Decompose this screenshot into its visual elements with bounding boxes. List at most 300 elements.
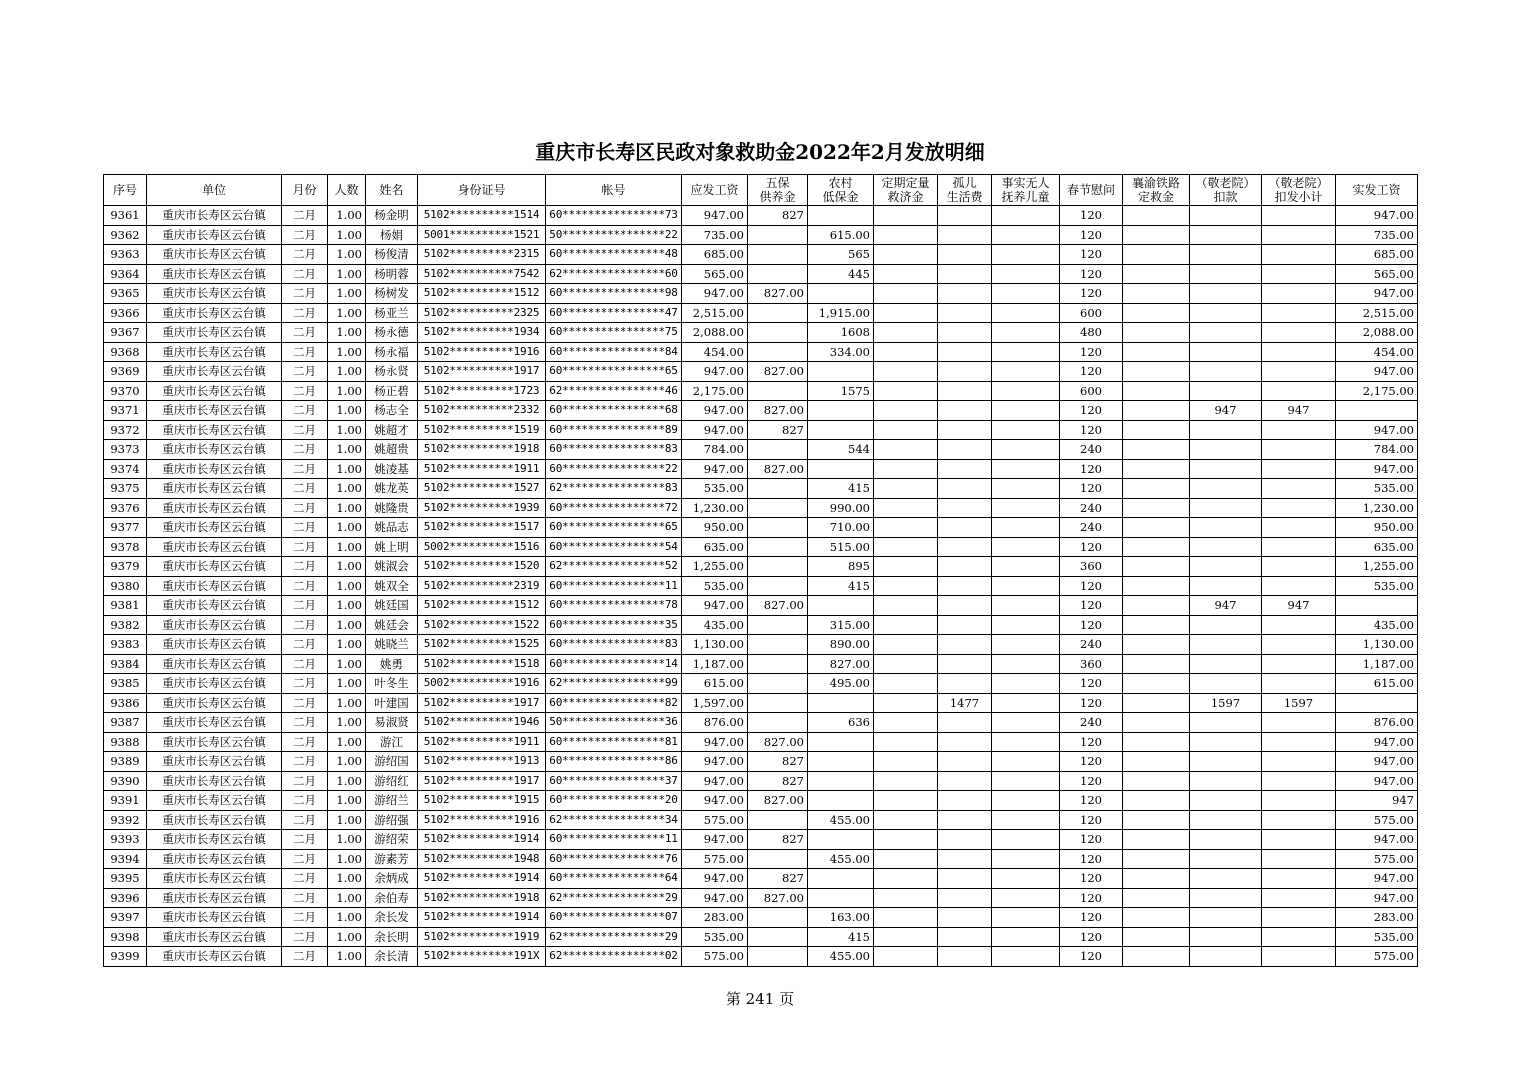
cell-gross-pay: 950.00 <box>682 518 748 538</box>
cell-nursing-home-subtotal: 947 <box>1262 596 1336 616</box>
table-row <box>104 206 1418 226</box>
table-row <box>104 342 1418 362</box>
cell-unit: 重庆市长寿区云台镇 <box>147 557 282 577</box>
cell-id-number: 5102**********1519 <box>418 420 546 440</box>
cell-nursing-home-deduction <box>1190 206 1262 226</box>
cell-account: 60****************72 <box>546 498 682 518</box>
cell-rural-dibao: 334.00 <box>808 342 874 362</box>
cell-unit: 重庆市长寿区云台镇 <box>147 459 282 479</box>
cell-account: 60****************73 <box>546 206 682 226</box>
cell-fixed-relief <box>874 576 938 596</box>
cell-month: 二月 <box>282 693 328 713</box>
cell-festival-consolation: 120 <box>1060 245 1123 265</box>
cell-account: 62****************52 <box>546 557 682 577</box>
cell-net-pay: 947.00 <box>1336 888 1418 908</box>
cell-wubao-support <box>748 810 808 830</box>
cell-gross-pay: 1,130.00 <box>682 635 748 655</box>
cell-orphan-allowance <box>938 264 992 284</box>
table-row <box>104 615 1418 635</box>
cell-name: 余伯寿 <box>366 888 418 908</box>
cell-wubao-support <box>748 537 808 557</box>
cell-count: 1.00 <box>328 674 366 694</box>
cell-orphan-allowance <box>938 381 992 401</box>
cell-id-number: 5102**********1918 <box>418 888 546 908</box>
table-row <box>104 362 1418 382</box>
cell-serial: 9371 <box>104 401 147 421</box>
cell-festival-consolation: 120 <box>1060 791 1123 811</box>
cell-count: 1.00 <box>328 440 366 460</box>
cell-net-pay: 1,187.00 <box>1336 654 1418 674</box>
table-row <box>104 771 1418 791</box>
cell-serial: 9372 <box>104 420 147 440</box>
cell-net-pay: 947.00 <box>1336 362 1418 382</box>
cell-fixed-relief <box>874 518 938 538</box>
cell-name: 杨永福 <box>366 342 418 362</box>
cell-nursing-home-subtotal <box>1262 908 1336 928</box>
cell-unit: 重庆市长寿区云台镇 <box>147 225 282 245</box>
cell-unsupported-child <box>992 635 1060 655</box>
cell-nursing-home-deduction <box>1190 947 1262 967</box>
cell-xiangyu-relief <box>1123 752 1190 772</box>
cell-account: 60****************64 <box>546 869 682 889</box>
cell-account: 62****************02 <box>546 947 682 967</box>
cell-net-pay: 947.00 <box>1336 420 1418 440</box>
cell-wubao-support: 827 <box>748 771 808 791</box>
cell-net-pay: 947.00 <box>1336 752 1418 772</box>
cell-wubao-support: 827 <box>748 869 808 889</box>
cell-festival-consolation: 120 <box>1060 401 1123 421</box>
cell-festival-consolation: 360 <box>1060 557 1123 577</box>
cell-nursing-home-subtotal <box>1262 303 1336 323</box>
cell-nursing-home-subtotal <box>1262 264 1336 284</box>
cell-unsupported-child <box>992 771 1060 791</box>
cell-month: 二月 <box>282 206 328 226</box>
cell-fixed-relief <box>874 264 938 284</box>
cell-serial: 9384 <box>104 654 147 674</box>
cell-unsupported-child <box>992 732 1060 752</box>
cell-name: 姚晓兰 <box>366 635 418 655</box>
cell-nursing-home-deduction <box>1190 888 1262 908</box>
cell-unsupported-child <box>992 927 1060 947</box>
cell-fixed-relief <box>874 635 938 655</box>
cell-xiangyu-relief <box>1123 596 1190 616</box>
cell-unit: 重庆市长寿区云台镇 <box>147 440 282 460</box>
cell-serial: 9385 <box>104 674 147 694</box>
cell-unit: 重庆市长寿区云台镇 <box>147 888 282 908</box>
cell-name: 游素芳 <box>366 849 418 869</box>
cell-wubao-support: 827.00 <box>748 732 808 752</box>
cell-fixed-relief <box>874 479 938 499</box>
cell-xiangyu-relief <box>1123 732 1190 752</box>
cell-id-number: 5102**********1522 <box>418 615 546 635</box>
cell-id-number: 5102**********7542 <box>418 264 546 284</box>
cell-rural-dibao <box>808 362 874 382</box>
cell-festival-consolation: 120 <box>1060 537 1123 557</box>
cell-net-pay <box>1336 401 1418 421</box>
column-header: 序号 <box>104 175 147 206</box>
cell-unit: 重庆市长寿区云台镇 <box>147 323 282 343</box>
cell-festival-consolation: 600 <box>1060 303 1123 323</box>
cell-xiangyu-relief <box>1123 225 1190 245</box>
cell-account: 60****************48 <box>546 245 682 265</box>
cell-nursing-home-subtotal <box>1262 323 1336 343</box>
cell-unsupported-child <box>992 693 1060 713</box>
cell-unsupported-child <box>992 947 1060 967</box>
cell-gross-pay: 947.00 <box>682 420 748 440</box>
cell-net-pay: 283.00 <box>1336 908 1418 928</box>
column-header: 单位 <box>147 175 282 206</box>
cell-month: 二月 <box>282 596 328 616</box>
cell-rural-dibao <box>808 284 874 304</box>
cell-month: 二月 <box>282 947 328 967</box>
cell-rural-dibao: 1608 <box>808 323 874 343</box>
cell-unsupported-child <box>992 537 1060 557</box>
cell-nursing-home-deduction <box>1190 342 1262 362</box>
cell-festival-consolation: 120 <box>1060 479 1123 499</box>
cell-id-number: 5102**********2325 <box>418 303 546 323</box>
cell-xiangyu-relief <box>1123 518 1190 538</box>
cell-account: 60****************83 <box>546 440 682 460</box>
cell-unsupported-child <box>992 420 1060 440</box>
cell-festival-consolation: 120 <box>1060 225 1123 245</box>
cell-count: 1.00 <box>328 810 366 830</box>
cell-orphan-allowance <box>938 342 992 362</box>
cell-net-pay <box>1336 596 1418 616</box>
cell-festival-consolation: 120 <box>1060 596 1123 616</box>
table-row <box>104 381 1418 401</box>
cell-xiangyu-relief <box>1123 303 1190 323</box>
cell-unsupported-child <box>992 401 1060 421</box>
table-row <box>104 518 1418 538</box>
cell-serial: 9398 <box>104 927 147 947</box>
cell-id-number: 5102**********1914 <box>418 908 546 928</box>
cell-unit: 重庆市长寿区云台镇 <box>147 947 282 967</box>
cell-orphan-allowance <box>938 674 992 694</box>
cell-net-pay: 575.00 <box>1336 810 1418 830</box>
table-row <box>104 245 1418 265</box>
cell-wubao-support: 827.00 <box>748 791 808 811</box>
cell-name: 叶冬生 <box>366 674 418 694</box>
cell-xiangyu-relief <box>1123 537 1190 557</box>
cell-count: 1.00 <box>328 732 366 752</box>
cell-name: 游绍荣 <box>366 830 418 850</box>
cell-festival-consolation: 120 <box>1060 264 1123 284</box>
column-header: 五保 供养金 <box>748 175 808 206</box>
cell-unsupported-child <box>992 303 1060 323</box>
cell-nursing-home-subtotal <box>1262 518 1336 538</box>
cell-nursing-home-deduction <box>1190 557 1262 577</box>
cell-xiangyu-relief <box>1123 557 1190 577</box>
cell-gross-pay: 947.00 <box>682 459 748 479</box>
cell-wubao-support <box>748 615 808 635</box>
cell-festival-consolation: 120 <box>1060 362 1123 382</box>
cell-month: 二月 <box>282 245 328 265</box>
cell-fixed-relief <box>874 362 938 382</box>
cell-id-number: 5102**********1517 <box>418 518 546 538</box>
cell-account: 60****************82 <box>546 693 682 713</box>
cell-gross-pay: 947.00 <box>682 791 748 811</box>
cell-gross-pay: 947.00 <box>682 752 748 772</box>
cell-festival-consolation: 120 <box>1060 693 1123 713</box>
cell-unit: 重庆市长寿区云台镇 <box>147 479 282 499</box>
cell-festival-consolation: 120 <box>1060 869 1123 889</box>
cell-orphan-allowance <box>938 459 992 479</box>
table-row <box>104 323 1418 343</box>
table-row <box>104 635 1418 655</box>
cell-count: 1.00 <box>328 830 366 850</box>
cell-rural-dibao <box>808 791 874 811</box>
cell-fixed-relief <box>874 459 938 479</box>
cell-fixed-relief <box>874 342 938 362</box>
cell-wubao-support <box>748 557 808 577</box>
cell-rural-dibao: 895 <box>808 557 874 577</box>
cell-festival-consolation: 120 <box>1060 576 1123 596</box>
cell-wubao-support <box>748 849 808 869</box>
cell-nursing-home-subtotal <box>1262 869 1336 889</box>
cell-net-pay: 535.00 <box>1336 479 1418 499</box>
table-row <box>104 693 1418 713</box>
cell-unsupported-child <box>992 225 1060 245</box>
cell-month: 二月 <box>282 674 328 694</box>
cell-xiangyu-relief <box>1123 342 1190 362</box>
cell-account: 60****************35 <box>546 615 682 635</box>
table-row <box>104 810 1418 830</box>
cell-nursing-home-subtotal <box>1262 752 1336 772</box>
cell-festival-consolation: 120 <box>1060 927 1123 947</box>
cell-serial: 9362 <box>104 225 147 245</box>
cell-name: 余炳成 <box>366 869 418 889</box>
cell-month: 二月 <box>282 791 328 811</box>
cell-net-pay: 2,088.00 <box>1336 323 1418 343</box>
cell-festival-consolation: 120 <box>1060 947 1123 967</box>
cell-unit: 重庆市长寿区云台镇 <box>147 264 282 284</box>
cell-fixed-relief <box>874 927 938 947</box>
cell-unit: 重庆市长寿区云台镇 <box>147 615 282 635</box>
cell-count: 1.00 <box>328 420 366 440</box>
cell-name: 姚品志 <box>366 518 418 538</box>
cell-wubao-support <box>748 674 808 694</box>
cell-wubao-support: 827 <box>748 830 808 850</box>
cell-gross-pay: 947.00 <box>682 362 748 382</box>
cell-xiangyu-relief <box>1123 498 1190 518</box>
cell-xiangyu-relief <box>1123 264 1190 284</box>
column-header: 事实无人 抚养儿童 <box>992 175 1060 206</box>
cell-rural-dibao: 415 <box>808 479 874 499</box>
cell-nursing-home-deduction <box>1190 927 1262 947</box>
cell-unsupported-child <box>992 557 1060 577</box>
cell-net-pay: 784.00 <box>1336 440 1418 460</box>
cell-account: 60****************86 <box>546 752 682 772</box>
cell-nursing-home-deduction <box>1190 908 1262 928</box>
cell-net-pay: 1,255.00 <box>1336 557 1418 577</box>
cell-unit: 重庆市长寿区云台镇 <box>147 596 282 616</box>
cell-rural-dibao: 890.00 <box>808 635 874 655</box>
cell-unsupported-child <box>992 381 1060 401</box>
cell-count: 1.00 <box>328 869 366 889</box>
cell-account: 60****************11 <box>546 576 682 596</box>
table-row <box>104 401 1418 421</box>
cell-unit: 重庆市长寿区云台镇 <box>147 284 282 304</box>
cell-gross-pay: 565.00 <box>682 264 748 284</box>
cell-net-pay: 947.00 <box>1336 732 1418 752</box>
cell-nursing-home-subtotal <box>1262 284 1336 304</box>
cell-gross-pay: 784.00 <box>682 440 748 460</box>
cell-net-pay: 535.00 <box>1336 576 1418 596</box>
cell-fixed-relief <box>874 732 938 752</box>
cell-fixed-relief <box>874 225 938 245</box>
cell-wubao-support: 827.00 <box>748 459 808 479</box>
cell-name: 姚龙英 <box>366 479 418 499</box>
cell-xiangyu-relief <box>1123 635 1190 655</box>
cell-id-number: 5102**********1723 <box>418 381 546 401</box>
cell-id-number: 5102**********1948 <box>418 849 546 869</box>
cell-count: 1.00 <box>328 615 366 635</box>
cell-unsupported-child <box>992 791 1060 811</box>
cell-festival-consolation: 120 <box>1060 830 1123 850</box>
cell-month: 二月 <box>282 713 328 733</box>
cell-month: 二月 <box>282 459 328 479</box>
table-row <box>104 420 1418 440</box>
cell-serial: 9367 <box>104 323 147 343</box>
cell-rural-dibao <box>808 752 874 772</box>
cell-gross-pay: 2,088.00 <box>682 323 748 343</box>
cell-xiangyu-relief <box>1123 927 1190 947</box>
cell-festival-consolation: 240 <box>1060 518 1123 538</box>
cell-id-number: 5102**********1915 <box>418 791 546 811</box>
column-header: （敬老院） 扣款 <box>1190 175 1262 206</box>
cell-fixed-relief <box>874 947 938 967</box>
cell-orphan-allowance <box>938 245 992 265</box>
cell-unit: 重庆市长寿区云台镇 <box>147 869 282 889</box>
cell-nursing-home-deduction <box>1190 303 1262 323</box>
cell-xiangyu-relief <box>1123 362 1190 382</box>
cell-festival-consolation: 120 <box>1060 810 1123 830</box>
cell-unit: 重庆市长寿区云台镇 <box>147 576 282 596</box>
cell-nursing-home-deduction <box>1190 752 1262 772</box>
cell-wubao-support: 827 <box>748 206 808 226</box>
cell-nursing-home-deduction <box>1190 381 1262 401</box>
cell-nursing-home-subtotal <box>1262 810 1336 830</box>
cell-net-pay: 947.00 <box>1336 284 1418 304</box>
cell-xiangyu-relief <box>1123 459 1190 479</box>
cell-name: 姚超才 <box>366 420 418 440</box>
cell-festival-consolation: 120 <box>1060 908 1123 928</box>
table-row <box>104 284 1418 304</box>
cell-orphan-allowance: 1477 <box>938 693 992 713</box>
cell-count: 1.00 <box>328 518 366 538</box>
cell-count: 1.00 <box>328 459 366 479</box>
cell-wubao-support <box>748 693 808 713</box>
cell-unsupported-child <box>992 869 1060 889</box>
cell-account: 60****************84 <box>546 342 682 362</box>
cell-count: 1.00 <box>328 908 366 928</box>
cell-festival-consolation: 120 <box>1060 615 1123 635</box>
cell-id-number: 5102**********1916 <box>418 342 546 362</box>
cell-nursing-home-deduction <box>1190 791 1262 811</box>
cell-gross-pay: 1,597.00 <box>682 693 748 713</box>
cell-net-pay: 535.00 <box>1336 927 1418 947</box>
cell-orphan-allowance <box>938 420 992 440</box>
cell-rural-dibao: 636 <box>808 713 874 733</box>
table-row <box>104 888 1418 908</box>
cell-orphan-allowance <box>938 635 992 655</box>
table-row <box>104 654 1418 674</box>
cell-orphan-allowance <box>938 752 992 772</box>
cell-unsupported-child <box>992 576 1060 596</box>
cell-wubao-support <box>748 498 808 518</box>
cell-xiangyu-relief <box>1123 615 1190 635</box>
cell-net-pay: 1,130.00 <box>1336 635 1418 655</box>
cell-month: 二月 <box>282 381 328 401</box>
cell-rural-dibao <box>808 888 874 908</box>
cell-wubao-support <box>748 479 808 499</box>
cell-unsupported-child <box>992 362 1060 382</box>
column-header: 定期定量 救济金 <box>874 175 938 206</box>
cell-orphan-allowance <box>938 947 992 967</box>
cell-unsupported-child <box>992 342 1060 362</box>
cell-wubao-support: 827.00 <box>748 888 808 908</box>
cell-nursing-home-deduction <box>1190 810 1262 830</box>
cell-xiangyu-relief <box>1123 576 1190 596</box>
cell-unit: 重庆市长寿区云台镇 <box>147 420 282 440</box>
column-header: 帐号 <box>546 175 682 206</box>
cell-month: 二月 <box>282 401 328 421</box>
cell-fixed-relief <box>874 596 938 616</box>
cell-fixed-relief <box>874 537 938 557</box>
column-header: 身份证号 <box>418 175 546 206</box>
cell-rural-dibao: 615.00 <box>808 225 874 245</box>
cell-gross-pay: 283.00 <box>682 908 748 928</box>
column-header: 月份 <box>282 175 328 206</box>
cell-unsupported-child <box>992 908 1060 928</box>
cell-unit: 重庆市长寿区云台镇 <box>147 674 282 694</box>
cell-id-number: 5102**********1918 <box>418 440 546 460</box>
cell-serial: 9397 <box>104 908 147 928</box>
cell-nursing-home-deduction <box>1190 479 1262 499</box>
cell-serial: 9381 <box>104 596 147 616</box>
cell-nursing-home-deduction <box>1190 869 1262 889</box>
cell-month: 二月 <box>282 732 328 752</box>
cell-count: 1.00 <box>328 693 366 713</box>
cell-nursing-home-subtotal <box>1262 576 1336 596</box>
cell-net-pay: 454.00 <box>1336 342 1418 362</box>
cell-serial: 9365 <box>104 284 147 304</box>
table-row <box>104 440 1418 460</box>
column-header: 春节慰问 <box>1060 175 1123 206</box>
cell-count: 1.00 <box>328 635 366 655</box>
cell-festival-consolation: 120 <box>1060 888 1123 908</box>
cell-nursing-home-deduction <box>1190 420 1262 440</box>
cell-unsupported-child <box>992 713 1060 733</box>
cell-month: 二月 <box>282 615 328 635</box>
cell-count: 1.00 <box>328 849 366 869</box>
cell-orphan-allowance <box>938 771 992 791</box>
cell-wubao-support <box>748 342 808 362</box>
cell-unit: 重庆市长寿区云台镇 <box>147 810 282 830</box>
cell-id-number: 5002**********1916 <box>418 674 546 694</box>
cell-xiangyu-relief <box>1123 440 1190 460</box>
cell-name: 杨金明 <box>366 206 418 226</box>
cell-serial: 9396 <box>104 888 147 908</box>
cell-gross-pay: 947.00 <box>682 732 748 752</box>
cell-xiangyu-relief <box>1123 810 1190 830</box>
cell-fixed-relief <box>874 908 938 928</box>
cell-name: 游绍强 <box>366 810 418 830</box>
cell-net-pay <box>1336 693 1418 713</box>
cell-net-pay: 876.00 <box>1336 713 1418 733</box>
cell-nursing-home-subtotal <box>1262 459 1336 479</box>
cell-id-number: 5102**********1914 <box>418 869 546 889</box>
